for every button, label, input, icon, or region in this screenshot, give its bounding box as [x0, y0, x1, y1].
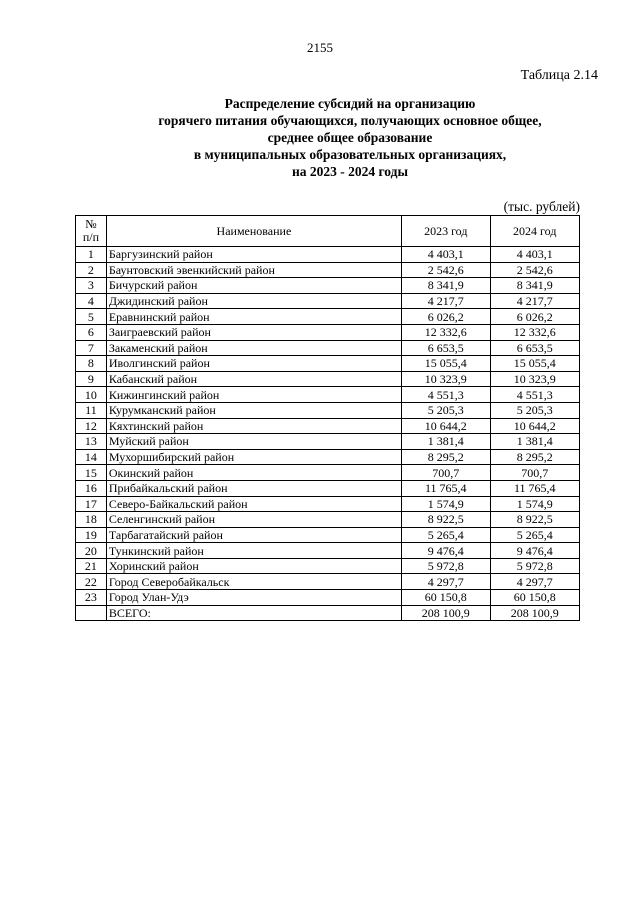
table-row [76, 309, 580, 325]
row-value-2023: 6 026,2 [402, 309, 490, 325]
row-value-2023: 8 341,9 [402, 278, 490, 294]
table-row [76, 449, 580, 465]
row-value-2023: 11 765,4 [402, 480, 490, 496]
row-name: Окинский район [106, 465, 401, 481]
row-value-2024: 8 295,2 [490, 449, 580, 465]
row-value-2023: 9 476,4 [402, 543, 490, 559]
row-name: Джидинский район [106, 293, 401, 309]
row-name: Мухоршибирский район [106, 449, 401, 465]
table-row [76, 387, 580, 403]
row-name: Иволгинский район [106, 356, 401, 372]
row-value-2023: 15 055,4 [402, 356, 490, 372]
table-row [76, 558, 580, 574]
title-line: Распределение субсидий на организацию [224, 96, 476, 111]
row-value-2024: 10 323,9 [490, 371, 580, 387]
row-value-2023: 60 150,8 [402, 590, 490, 606]
row-value-2024: 4 217,7 [490, 293, 580, 309]
row-number: 14 [76, 449, 107, 465]
row-value-2024: 5 972,8 [490, 558, 580, 574]
table-row [76, 371, 580, 387]
row-value-2024: 700,7 [490, 465, 580, 481]
table-row [76, 262, 580, 278]
row-value-2024: 1 381,4 [490, 434, 580, 450]
row-number: 20 [76, 543, 107, 559]
row-number: 22 [76, 574, 107, 590]
row-number: 5 [76, 309, 107, 325]
row-number: 3 [76, 278, 107, 294]
table-row [76, 278, 580, 294]
row-number: 2 [76, 262, 107, 278]
title-line: в муниципальных образовательных организациях, [193, 147, 507, 162]
row-number: 15 [76, 465, 107, 481]
row-value-2024: 4 297,7 [490, 574, 580, 590]
table-row [76, 434, 580, 450]
table-row [76, 402, 580, 418]
row-name: Закаменский район [106, 340, 401, 356]
document-title [60, 95, 640, 180]
row-value-2023: 6 653,5 [402, 340, 490, 356]
row-name: Бичурский район [106, 278, 401, 294]
row-name: ВСЕГО: [106, 605, 401, 621]
row-value-2023: 2 542,6 [402, 262, 490, 278]
row-name: Селенгинский район [106, 512, 401, 528]
row-value-2024: 4 403,1 [490, 247, 580, 263]
row-number: 18 [76, 512, 107, 528]
title-line: горячего питания обучающихся, получающих основное общее, [158, 113, 542, 128]
table-row [76, 496, 580, 512]
row-name: Курумканский район [106, 402, 401, 418]
header-number-abbrev: п/п [82, 230, 100, 244]
row-value-2023: 700,7 [402, 465, 490, 481]
row-name: Баргузинский район [106, 247, 401, 263]
table-row [76, 356, 580, 372]
row-value-2024: 1 574,9 [490, 496, 580, 512]
table-row [76, 527, 580, 543]
row-value-2024: 60 150,8 [490, 590, 580, 606]
row-value-2024: 11 765,4 [490, 480, 580, 496]
row-name: Заиграевский район [106, 324, 401, 340]
row-value-2024: 15 055,4 [490, 356, 580, 372]
table-row [76, 247, 580, 263]
row-value-2024: 5 205,3 [490, 402, 580, 418]
units-label: (тыс. рублей) [503, 199, 580, 214]
row-value-2024: 2 542,6 [490, 262, 580, 278]
row-number: 10 [76, 387, 107, 403]
row-number: 23 [76, 590, 107, 606]
title-line: на 2023 - 2024 годы [291, 164, 409, 179]
row-name: Баунтовский эвенкийский район [106, 262, 401, 278]
header-number-symbol: № [85, 217, 97, 231]
row-value-2023: 12 332,6 [402, 324, 490, 340]
row-value-2023: 4 217,7 [402, 293, 490, 309]
row-value-2023: 4 551,3 [402, 387, 490, 403]
row-name: Муйский район [106, 434, 401, 450]
table-row [76, 512, 580, 528]
row-number: 11 [76, 402, 107, 418]
row-value-2024: 6 026,2 [490, 309, 580, 325]
row-value-2023: 208 100,9 [402, 605, 490, 621]
row-value-2023: 8 922,5 [402, 512, 490, 528]
total-row [76, 605, 580, 621]
table-row [76, 293, 580, 309]
row-number: 7 [76, 340, 107, 356]
row-name: Город Северобайкальск [106, 574, 401, 590]
title-line: среднее общее образование [267, 130, 433, 145]
row-name: Хоринский район [106, 558, 401, 574]
table-body [76, 247, 580, 621]
row-value-2024: 9 476,4 [490, 543, 580, 559]
row-value-2024: 10 644,2 [490, 418, 580, 434]
row-number [76, 605, 107, 621]
row-name: Северо-Байкальский район [106, 496, 401, 512]
row-value-2024: 8 341,9 [490, 278, 580, 294]
row-number: 21 [76, 558, 107, 574]
row-value-2024: 208 100,9 [490, 605, 580, 621]
row-value-2023: 4 403,1 [402, 247, 490, 263]
page-number: 2155 [307, 40, 333, 55]
row-value-2024: 4 551,3 [490, 387, 580, 403]
header-name: Наименование [106, 216, 401, 247]
row-number: 8 [76, 356, 107, 372]
row-name: Тарбагатайский район [106, 527, 401, 543]
row-value-2023: 5 205,3 [402, 402, 490, 418]
row-name: Тункинский район [106, 543, 401, 559]
row-number: 4 [76, 293, 107, 309]
row-name: Город Улан-Удэ [106, 590, 401, 606]
row-value-2023: 8 295,2 [402, 449, 490, 465]
table-label: Таблица 2.14 [520, 68, 598, 83]
row-value-2023: 10 644,2 [402, 418, 490, 434]
header-number [76, 216, 107, 247]
table-row [76, 465, 580, 481]
row-number: 17 [76, 496, 107, 512]
row-number: 6 [76, 324, 107, 340]
subsidy-table [75, 215, 580, 621]
row-number: 1 [76, 247, 107, 263]
row-value-2023: 4 297,7 [402, 574, 490, 590]
row-name: Кабанский район [106, 371, 401, 387]
row-number: 16 [76, 480, 107, 496]
header-year-2023: 2023 год [402, 216, 490, 247]
row-value-2023: 1 381,4 [402, 434, 490, 450]
header-year-2024: 2024 год [490, 216, 580, 247]
row-number: 13 [76, 434, 107, 450]
table-row [76, 480, 580, 496]
table-row [76, 324, 580, 340]
table-row [76, 543, 580, 559]
row-number: 9 [76, 371, 107, 387]
table-header-row [76, 216, 580, 247]
table-row [76, 574, 580, 590]
row-value-2023: 10 323,9 [402, 371, 490, 387]
row-value-2024: 12 332,6 [490, 324, 580, 340]
table-row [76, 418, 580, 434]
row-value-2023: 1 574,9 [402, 496, 490, 512]
table-row [76, 590, 580, 606]
table-row [76, 340, 580, 356]
row-value-2023: 5 265,4 [402, 527, 490, 543]
row-name: Прибайкальский район [106, 480, 401, 496]
row-number: 12 [76, 418, 107, 434]
row-name: Кяхтинский район [106, 418, 401, 434]
row-value-2024: 6 653,5 [490, 340, 580, 356]
row-number: 19 [76, 527, 107, 543]
row-name: Кижингинский район [106, 387, 401, 403]
row-value-2024: 8 922,5 [490, 512, 580, 528]
row-value-2024: 5 265,4 [490, 527, 580, 543]
row-name: Еравнинский район [106, 309, 401, 325]
row-value-2023: 5 972,8 [402, 558, 490, 574]
